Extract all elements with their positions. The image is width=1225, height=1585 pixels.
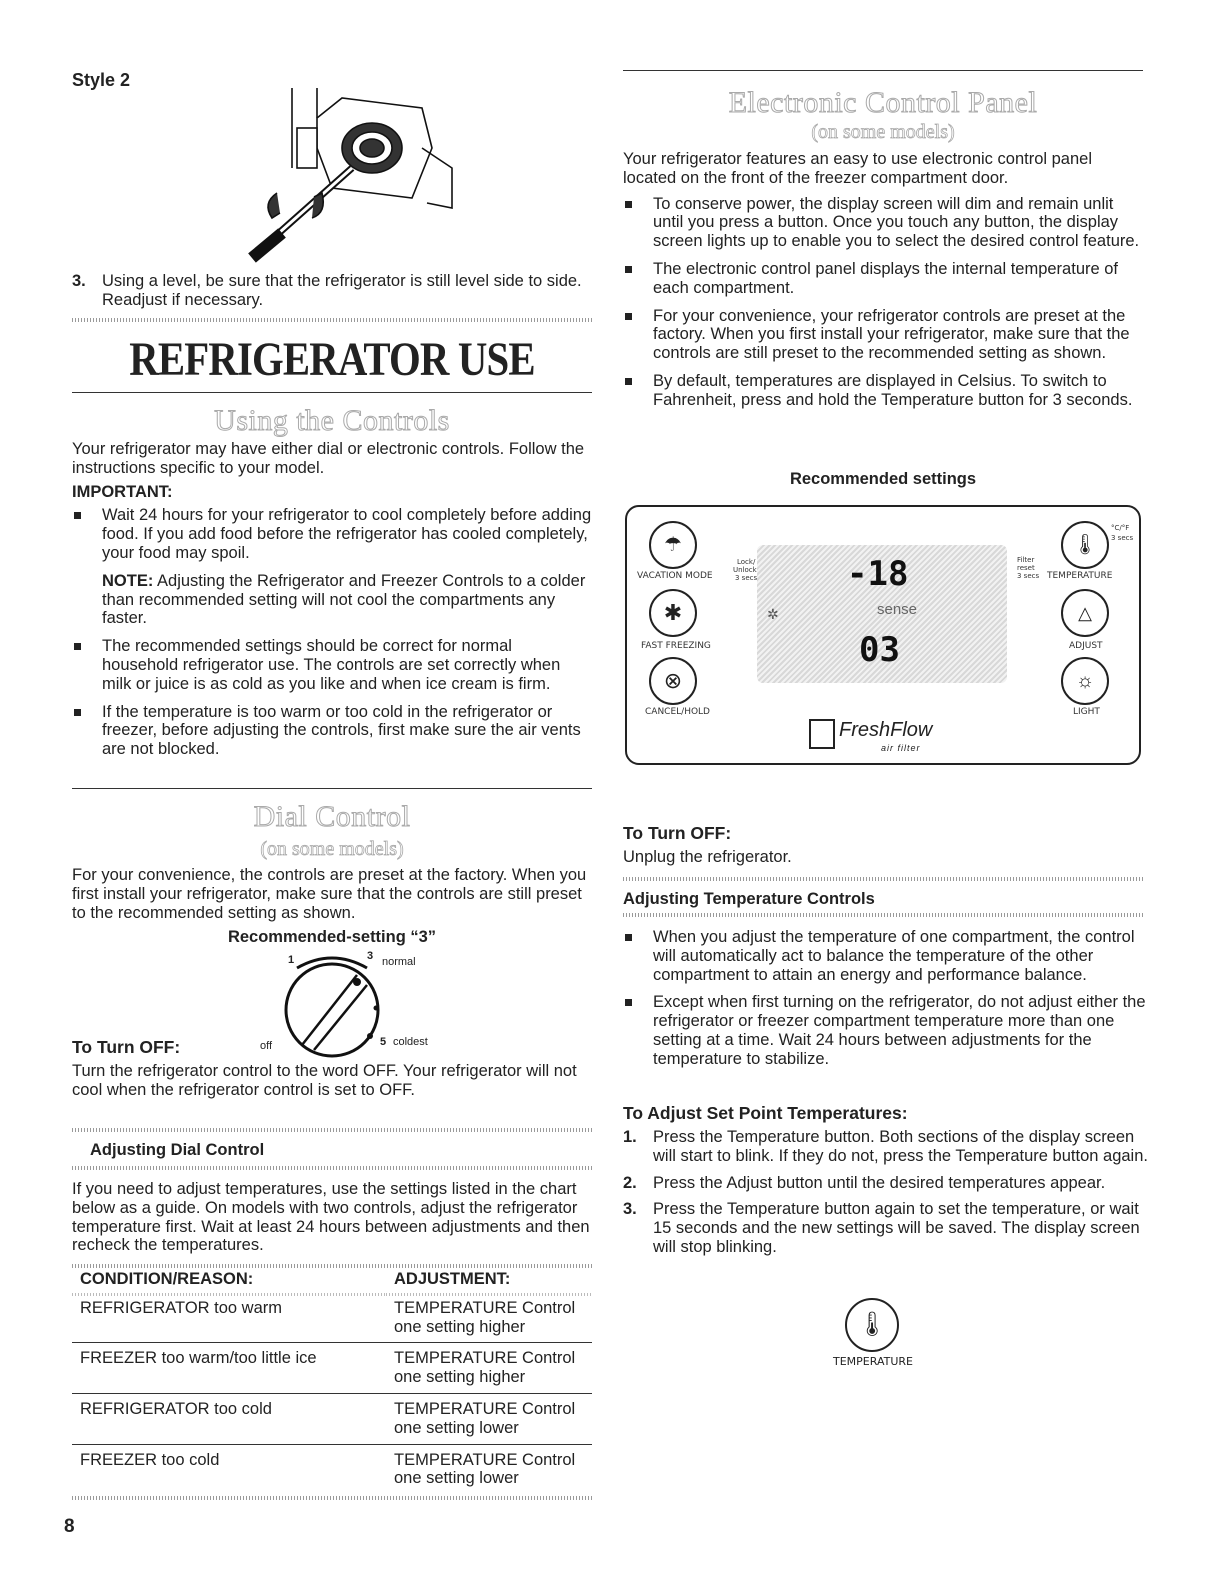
dial-control-subtitle: (on some models) xyxy=(260,838,404,860)
main-title: REFRIGERATOR USE xyxy=(129,333,535,386)
bullet-item xyxy=(72,506,592,562)
light-label: LIGHT xyxy=(1073,707,1100,717)
snowflake-icon: ✲ xyxy=(767,606,779,622)
table-cell: TEMPERATURE Control one setting higher xyxy=(386,1293,592,1343)
step-item xyxy=(623,1200,1148,1256)
fan-icon: ✱ xyxy=(663,600,683,625)
bullet-item xyxy=(623,928,1148,984)
step-text: Press the Adjust button until the desired temperatures appear. xyxy=(653,1173,1106,1192)
step-number: 3. xyxy=(623,1200,637,1219)
umbrella-icon: ☂ xyxy=(664,534,682,556)
bullet-text: When you adjust the temperature of one compartment, the control will automatically act to balance the temperature of the other compartment to attain an energy and performance balance. xyxy=(653,928,1135,984)
ecp-title: Electronic Control Panel xyxy=(728,86,1038,119)
setpoint-head: To Adjust Set Point Temperatures: xyxy=(623,1103,908,1123)
step-text: Press the Temperature button again to set the temperature, or wait 15 seconds and the new settings will be saved. The display screen will stop blinking. xyxy=(653,1200,1140,1256)
bullet-item xyxy=(623,260,1148,298)
using-controls-intro: Your refrigerator may have either dial or electronic controls. Follow the instructions specific to your model. xyxy=(72,440,585,477)
step-number: 3. xyxy=(72,272,86,290)
cf-secs-label: 3 secs xyxy=(1111,534,1134,542)
table-header-row xyxy=(72,1268,592,1293)
filter-secs-label: 3 secs xyxy=(1017,572,1040,580)
bullet-text: By default, temperatures are displayed in Celsius. To switch to Fahrenheit, press and hold the Temperature button for 3 seconds. xyxy=(653,371,1133,409)
step-item xyxy=(623,1128,1148,1166)
column-header: CONDITION/REASON: xyxy=(80,1270,254,1288)
table-cell: REFRIGERATOR too cold xyxy=(72,1393,386,1444)
fridge-temp-readout: 03 xyxy=(859,630,900,670)
step-3 xyxy=(72,272,612,310)
table-row xyxy=(72,1393,592,1444)
divider xyxy=(72,318,592,322)
dial-turn-off-text: Turn the refrigerator control to the word OFF. Your refrigerator will not cool when the refrigerator control is set to OFF. xyxy=(72,1062,577,1099)
dial-illustration xyxy=(252,950,502,1060)
lock-secs-label: 3 secs xyxy=(735,574,758,582)
adjusting-temp-body xyxy=(623,928,1148,1078)
adjusting-temp-head: Adjusting Temperature Controls xyxy=(623,890,875,908)
table-cell: FREEZER too cold xyxy=(72,1444,386,1494)
bullet-text: The recommended settings should be correct for normal household refrigerator use. The controls are set correctly when milk or juice is as cold as you like and when ice cream is firm. xyxy=(102,637,561,693)
dial-mark-3: 3 xyxy=(367,950,374,962)
setpoint-steps xyxy=(623,1128,1148,1265)
table-row xyxy=(72,1293,592,1343)
ecp-intro: Your refrigerator features an easy to use electronic control panel located on the front of the freezer compartment door. xyxy=(623,150,1092,187)
thermometer-icon: 🌡 xyxy=(1072,534,1098,556)
table-row xyxy=(72,1343,592,1394)
fast-freezing-button[interactable] xyxy=(649,589,697,637)
ecp-recommended: Recommended settings xyxy=(789,470,977,488)
ecp-turn-off-head: To Turn OFF: xyxy=(623,823,732,843)
ecp-turn-off-text: Unplug the refrigerator. xyxy=(623,848,792,866)
light-button[interactable] xyxy=(1061,657,1109,705)
bullet-item xyxy=(623,307,1148,363)
dial-mark-normal: normal xyxy=(382,956,416,968)
sense-label: sense xyxy=(877,601,918,618)
bullet-item xyxy=(623,195,1148,251)
note-text: Adjusting the Refrigerator and Freezer Controls to a colder than recommended setting will not cool the compartments any faster. xyxy=(102,571,586,628)
divider xyxy=(623,877,1143,881)
table-row xyxy=(72,1444,592,1494)
control-panel-illustration xyxy=(625,505,1141,765)
dial-mark-off: off xyxy=(260,1040,273,1052)
ecp-body xyxy=(623,150,1148,419)
dial-recommended: Recommended-setting “3” xyxy=(227,928,437,946)
unlock-label: Unlock xyxy=(733,566,757,574)
adjustment-table xyxy=(72,1268,592,1494)
note-label: NOTE: xyxy=(102,571,154,590)
cf-label: °C/°F xyxy=(1111,524,1130,532)
style-label: Style 2 xyxy=(72,70,131,90)
temperature-button-label: TEMPERATURE xyxy=(833,1355,913,1368)
step-item xyxy=(623,1174,1148,1193)
column-header: ADJUSTMENT: xyxy=(394,1270,511,1288)
dial-mark-1: 1 xyxy=(288,954,295,966)
lock-label: Lock/ xyxy=(737,558,756,566)
adjusting-dial-text: If you need to adjust temperatures, use the settings listed in the chart below as a guide. On models with two controls, adjust the refrigerator temperature first. Wait at least 24 hours between adjustments and then recheck the temperatures. xyxy=(72,1180,590,1255)
divider xyxy=(72,1128,592,1132)
dial-mark-5: 5 xyxy=(380,1036,387,1048)
divider xyxy=(72,1496,592,1500)
dial-turn-off-head: To Turn OFF: xyxy=(72,1037,181,1057)
ecp-subtitle: (on some models) xyxy=(811,121,955,143)
bullet-text: To conserve power, the display screen will dim and remain unlit until you press a button. Once you touch any button, the display screen lights up to enable you to select the desired control feature. xyxy=(653,194,1140,251)
triangle-icon: △ xyxy=(1078,603,1092,623)
temperature-label: TEMPERATURE xyxy=(1047,571,1113,581)
bullet-text: Wait 24 hours for your refrigerator to cool completely before adding food. If you add food before the refrigerator has cooled completely, your food may spoil. xyxy=(102,506,592,562)
bullet-text: The electronic control panel displays the internal temperature of each compartment. xyxy=(653,259,1119,297)
bullet-text: For your convenience, your refrigerator controls are preset at the factory. When you first install your refrigerator, make sure that the controls are still preset to the recommended setting as shown. xyxy=(653,306,1130,363)
divider xyxy=(623,913,1143,917)
table-cell: FREEZER too warm/too little ice xyxy=(72,1343,386,1394)
adjust-label: ADJUST xyxy=(1069,641,1103,651)
air-filter-label: air filter xyxy=(881,743,921,753)
cancel-hold-label: CANCEL/HOLD xyxy=(645,707,710,717)
bullet-item xyxy=(623,372,1148,410)
table-cell: TEMPERATURE Control one setting higher xyxy=(386,1343,592,1394)
step-text: Press the Temperature button. Both sections of the display screen will start to blink. If they do not, press the Temperature button again. xyxy=(653,1128,1148,1165)
step-text: Using a level, be sure that the refrigerator is still level side to side. Readjust if necessary. xyxy=(102,272,582,309)
light-icon: ☼ xyxy=(1075,670,1095,692)
filter-label: Filter xyxy=(1017,556,1035,564)
table-cell: TEMPERATURE Control one setting lower xyxy=(386,1393,592,1444)
important-label: IMPORTANT: xyxy=(72,482,173,501)
cancel-hold-button[interactable] xyxy=(649,657,697,705)
cancel-icon: ⊗ xyxy=(663,668,683,693)
reset-label: reset xyxy=(1017,564,1035,572)
adjusting-dial-head: Adjusting Dial Control xyxy=(90,1141,265,1159)
hinge-adjust-illustration xyxy=(222,88,512,268)
step-number: 2. xyxy=(623,1173,637,1192)
using-controls-body xyxy=(72,440,592,768)
table-cell: TEMPERATURE Control one setting lower xyxy=(386,1444,592,1494)
step-number: 1. xyxy=(623,1128,637,1146)
temperature-button[interactable] xyxy=(1061,521,1109,569)
vacation-mode-button[interactable] xyxy=(649,521,697,569)
bullet-item xyxy=(623,993,1148,1068)
divider xyxy=(72,1166,592,1170)
divider xyxy=(72,392,592,393)
note xyxy=(72,572,592,628)
dial-control-title: Dial Control xyxy=(253,800,411,833)
page-number: 8 xyxy=(64,1516,75,1537)
vacation-mode-label: VACATION MODE xyxy=(637,571,713,581)
bullet-text: Except when first turning on the refrigerator, do not adjust either the refrigerator or freezer compartment temperature more than one setting at a time. Wait 24 hours between adjustments for the temperature to stabilize. xyxy=(653,993,1146,1068)
bullet-text: If the temperature is too warm or too cold in the refrigerator or freezer, before adjusting the controls, first make sure the air vents are not blocked. xyxy=(102,702,581,759)
divider xyxy=(72,788,592,789)
using-controls-title: Using the Controls xyxy=(214,404,450,437)
bullet-item xyxy=(72,637,592,693)
air-filter-icon xyxy=(809,719,835,749)
table-cell: REFRIGERATOR too warm xyxy=(72,1293,386,1343)
bullet-item xyxy=(72,703,592,759)
dial-control-intro: For your convenience, the controls are preset at the factory. When you first install your refrigerator, make sure that the controls are still preset to the recommended setting as shown. xyxy=(72,866,587,922)
thermometer-icon: 🌡 xyxy=(856,1311,888,1338)
dial-mark-coldest: coldest xyxy=(393,1036,428,1048)
divider xyxy=(623,70,1143,71)
left-column xyxy=(64,0,592,1537)
freshflow-label: FreshFlow xyxy=(839,719,933,741)
temperature-button-illustration xyxy=(845,1298,899,1352)
fast-freezing-label: FAST FREEZING xyxy=(641,641,711,651)
adjust-button[interactable] xyxy=(1061,589,1109,637)
freezer-temp-readout: -18 xyxy=(847,554,909,594)
